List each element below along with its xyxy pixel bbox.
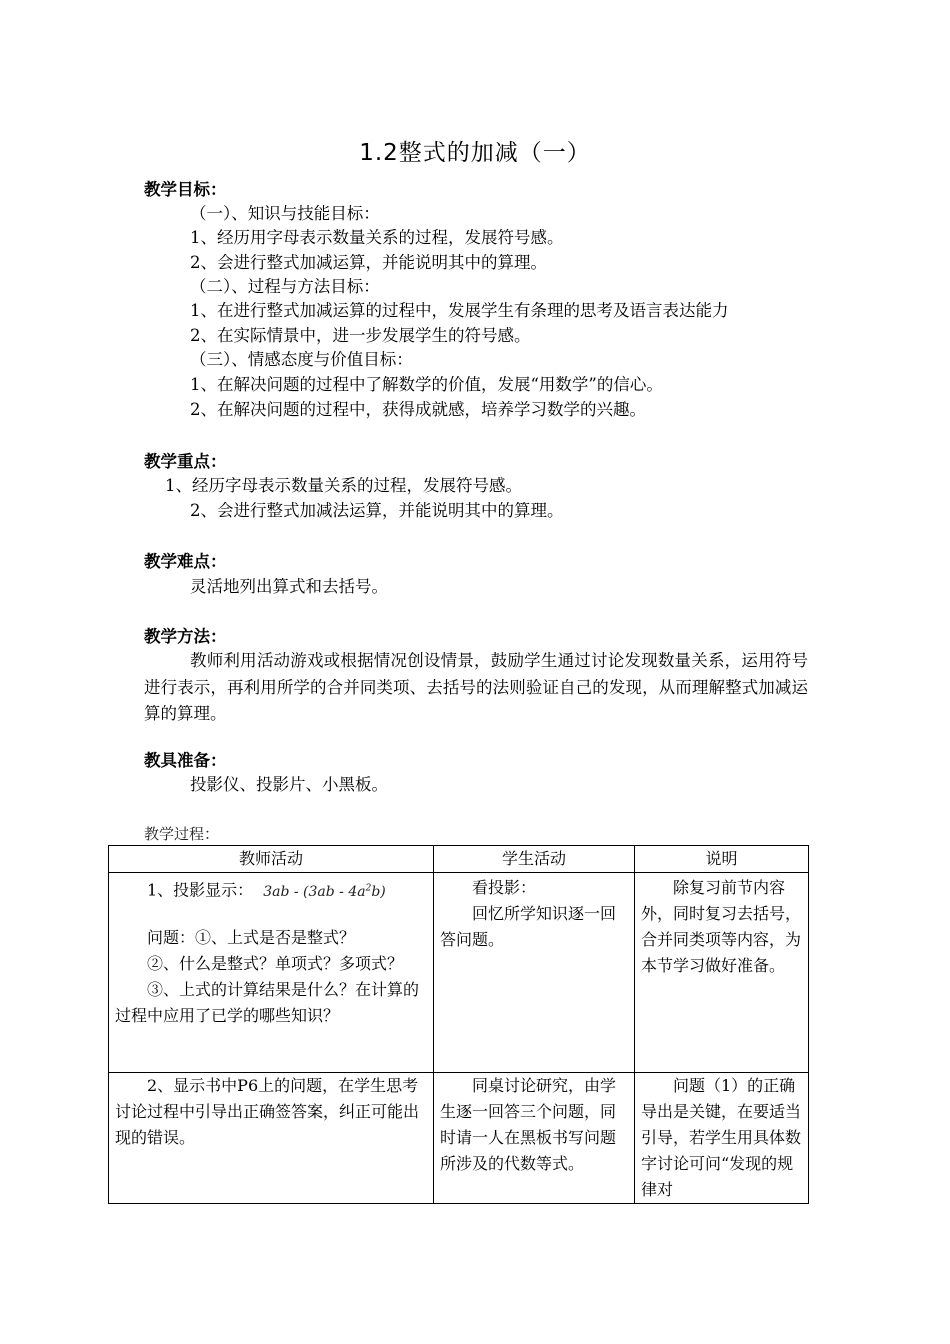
note-text: 除复习前节内容外，同时复习去括号，合并同类项等内容，为本节学习做好准备。	[641, 878, 802, 975]
student-cell	[434, 1073, 635, 1204]
formula-part-a: 3ab - (3ab - 4a	[263, 883, 366, 900]
teacher-question: ②、什么是整式？单项式？多项式？	[147, 953, 404, 973]
methods-paragraph: 教师利用活动游戏或根据情况创设情景，鼓励学生通过讨论发现数量关系，运用符号进行表示，再利用所学的合并同类项、去括号的法则验证自己的发现，从而理解整式加减运算的算理。	[144, 651, 808, 723]
note-text: 问题（1）的正确导出是关键，在要适当引导，若学生用具体数字讨论可问“发现的规律对	[641, 1076, 802, 1199]
objectives-line: 1、在解决问题的过程中了解数学的价值，发展“用数学”的信心。	[190, 375, 663, 394]
note-cell	[635, 1073, 809, 1204]
header-note: 说明	[635, 846, 809, 873]
formula	[263, 884, 386, 900]
objectives-line: 1、在进行整式加减运算的过程中，发展学生有条理的思考及语言表达能力	[190, 301, 729, 320]
teacher-cell	[109, 1073, 434, 1204]
teacher-text: 2、显示书中P6上的问题，在学生思考讨论过程中引导出正确签答案，纠正可能出现的错误。	[115, 1076, 420, 1147]
objectives-heading: 教学目标：	[144, 180, 227, 199]
page-title: 1.2整式的加减（一）	[359, 140, 591, 166]
key-points-line: 2、会进行整式加减法运算，并能说明其中的算理。	[190, 501, 564, 520]
student-line: 看投影：	[472, 878, 537, 897]
header-teacher: 教师活动	[109, 846, 434, 873]
objectives-line: （一）、知识与技能目标：	[190, 204, 380, 223]
objectives-line: （三）、情感态度与价值目标：	[190, 350, 413, 369]
tools-line: 投影仪、投影片、小黑板。	[190, 775, 388, 794]
table-row	[109, 1073, 809, 1204]
teacher-cell	[109, 873, 434, 1073]
objectives-line: 2、在解决问题的过程中，获得成就感，培养学习数学的兴趣。	[190, 400, 646, 419]
process-table	[108, 845, 809, 1204]
objectives-line: （二）、过程与方法目标：	[190, 277, 380, 296]
methods-heading: 教学方法：	[144, 627, 227, 646]
teacher-intro-line	[115, 875, 427, 905]
objectives-line: 2、会进行整式加减运算，并能说明其中的算理。	[190, 253, 547, 272]
tools-heading: 教具准备：	[144, 751, 227, 770]
teacher-question: ③、上式的计算结果是什么？在计算的过程中应用了已学的哪些知识？	[115, 979, 420, 1025]
difficulties-line: 灵活地列出算式和去括号。	[190, 577, 388, 596]
key-points-line: 1、经历字母表示数量关系的过程，发展符号感。	[165, 476, 522, 495]
header-student: 学生活动	[434, 846, 635, 873]
objectives-line: 1、经历用字母表示数量关系的过程，发展符号感。	[190, 228, 564, 247]
formula-part-b: b)	[371, 883, 386, 900]
key-points-heading: 教学重点：	[144, 452, 227, 471]
difficulties-heading: 教学难点：	[144, 552, 227, 571]
teacher-intro: 1、投影显示：	[147, 880, 254, 900]
student-line: 回忆所学知识逐一回答问题。	[440, 904, 617, 949]
teacher-question: 问题：①、上式是否是整式？	[147, 927, 356, 947]
student-cell	[434, 873, 635, 1073]
formula-exponent: 2	[365, 883, 372, 893]
student-text: 同桌讨论研究，由学生逐一回答三个问题，同时请一人在黑板书写问题所涉及的代数等式。	[440, 1076, 617, 1173]
note-cell	[635, 873, 809, 1073]
process-label: 教学过程：	[144, 825, 220, 843]
objectives-line: 2、在实际情景中，进一步发展学生的符号感。	[190, 326, 531, 345]
table-header-row	[109, 846, 809, 873]
table-row	[109, 873, 809, 1073]
